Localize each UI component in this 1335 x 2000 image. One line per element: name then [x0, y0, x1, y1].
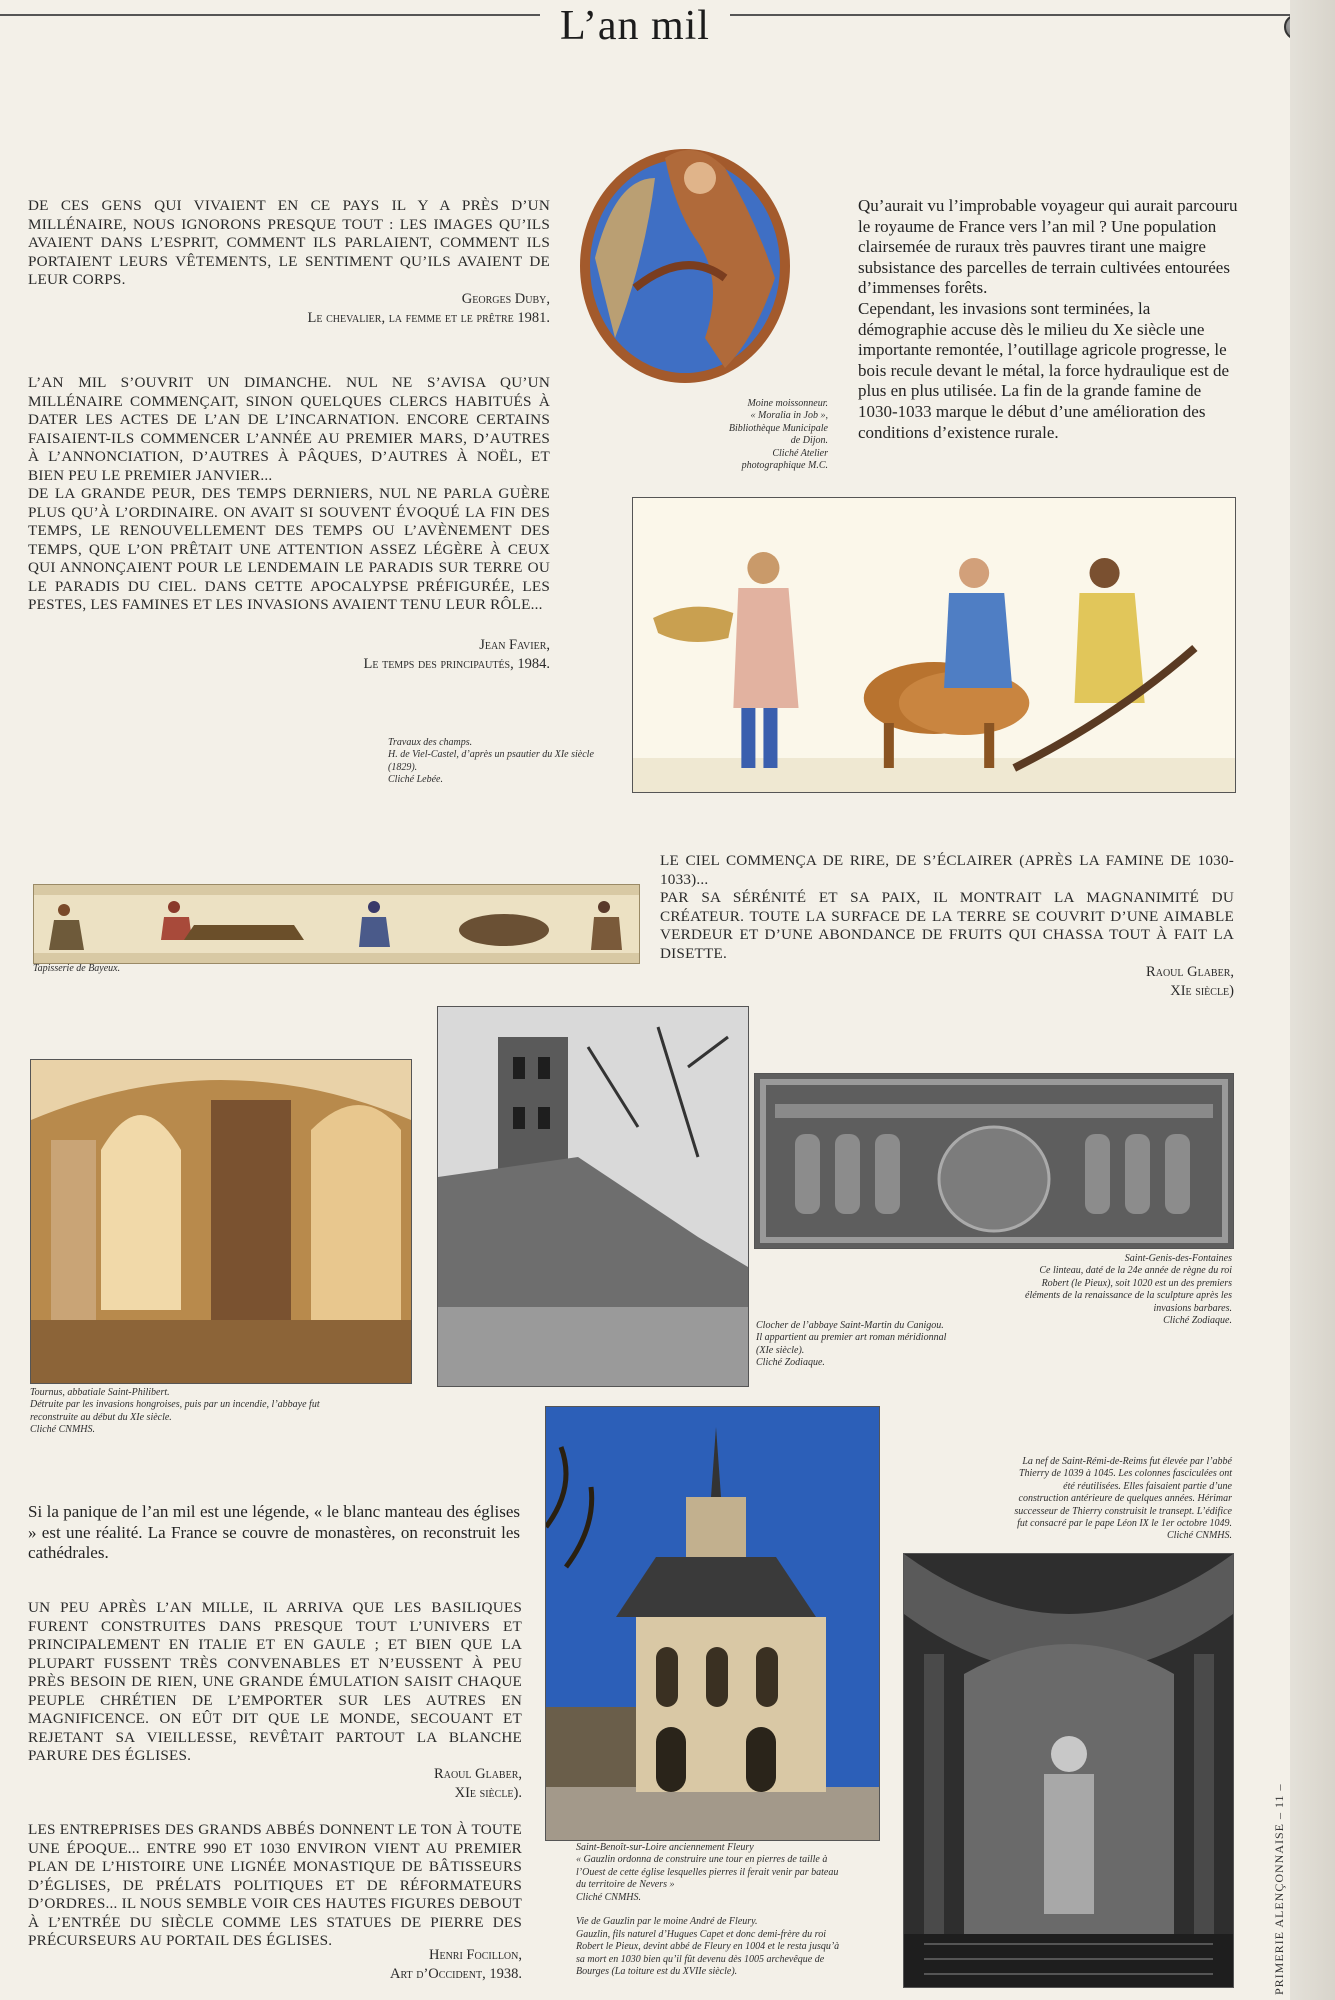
canigou-caption-line: Il appartient au premier art roman méridionnal [756, 1332, 947, 1344]
benoit-caption-line: Robert le Pieux, devint abbé de Fleury en 1004 et le resta jusqu’à [576, 1941, 840, 1953]
saint-genis-caption [900, 1253, 1232, 1327]
remi-caption-line: successeur de Thierry construisit le transept. L’édifice [1014, 1505, 1232, 1517]
glaber-quote-1: LE CIEL COMMENÇA DE RIRE, DE S’ÉCLAIRER (APRÈS LA FAMINE DE 1030-1033)... PAR SA SÉRÉNITÉ ET SA PAIX, IL MONTRAIT LA MAGNANIMITÉ DU CRÉATEUR. TOUTE LA SURFACE DE LA TERRE SE COUVRIT D’UNE AIMABLE VERDEUR ET D’UNE ABONDANCE DE FRUITS QUI CHASSA TOUT À FAIT LA DISETTE. [660, 852, 1234, 962]
tournus-caption-line: Cliché CNMHS. [30, 1424, 95, 1436]
glaber2-author: Raoul Glaber, [434, 1766, 522, 1782]
duby-quote: DE CES GENS QUI VIVAIENT EN CE PAYS IL Y A PRÈS D’UN MILLÉNAIRE, NOUS IGNORONS PRESQUE TOUT : LES IMAGES QU’ILS AVAIENT DANS L’ESPRIT, COMMENT ILS PARLAIENT, COMMENT ILS PORTAIENT LEURS VÊTEMENTS, LE SENTIMENT QU’ILS AVAIENT DE LEUR CORPS. [28, 197, 550, 288]
genis-caption-line: éléments de la renaissance de la sculpture après les [1025, 1290, 1232, 1302]
remi-caption-line: construction antérieure de quelques années. Hérimar [1018, 1493, 1232, 1505]
moine-caption-line: « Moralia in Job », [750, 410, 828, 422]
tournus-caption-line: reconstruite au début du XIe siècle. [30, 1411, 172, 1423]
canigou-illustration [438, 1007, 748, 1386]
benoit-caption-line: du territoire de Nevers » [576, 1879, 675, 1891]
moine-caption-line: Bibliothèque Municipale [728, 422, 828, 434]
voyageur-paragraph-2: Cependant, les invasions sont terminées, la démographie accuse dès le milieu du Xe siècle une importante remontée, l’outillage agricole progresse, le bois recule devant le métal, la force hydraulique est de plus en plus utilisée. La fin de la grande famine de 1030-1033 marque le début d’une amélioration des conditions d’existence rurale. [858, 298, 1230, 442]
bayeux-illustration [34, 885, 639, 963]
peasant-blue-figure [944, 558, 1012, 688]
focillon-attribution [28, 1946, 522, 1984]
canigou-caption-line: Clocher de l’abbaye Saint-Martin du Canigou. [756, 1320, 944, 1331]
moine-caption-line: Moine moissonneur. [747, 398, 828, 409]
favier-attribution [28, 636, 550, 674]
tournus-caption-line: Détruite par les invasions hongroises, puis par un incendie, l’abbaye fut [30, 1399, 320, 1411]
saint-remi-caption [952, 1456, 1232, 1543]
genis-caption-line: Ce linteau, daté de la 24e année de règne du roi [1039, 1265, 1232, 1277]
moine-caption-line: Cliché Atelier [772, 447, 828, 459]
focillon-quote: LES ENTREPRISES DES GRANDS ABBÉS DONNENT LE TON À TOUTE UNE ÉPOQUE... ENTRE 990 ET 1030 ENVIRON VIENT AU PREMIER PLAN DE L’HISTOIRE UNE LIGNÉE MONASTIQUE DE BÂTISSEURS D’ÉGLISES, DE PRÉLATS POLITIQUES ET DE RÉFORMATEURS D’ORDRES... IL NOUS SEMBLE VOIR CES HAUTES FIGURES DEBOUT À L’ENTRÉE DU SIÈCLE COMME LES STATUES DE PIERRE DES PRÉCURSEURS AU PORTAIL DES ÉGLISES. [28, 1821, 522, 1949]
favier-quote [28, 374, 550, 615]
benoit-caption-line: Bourges (La toiture est du XVIIe siècle). [576, 1966, 738, 1978]
bayeux-tapestry-image [33, 884, 640, 964]
glaber-quote-2: UN PEU APRÈS L’AN MILLE, IL ARRIVA QUE LES BASILIQUES FURENT CONSTRUITES DANS PRESQUE TOUT L’UNIVERS ET PRINCIPALEMENT EN ITALIE ET EN GAULE ; ET BIEN QUE LA PLUPART FUSSENT TRÈS CONVENABLES ET N’EUSSENT À PEU PRÈS BESOIN DE RIEN, UNE GRANDE ÉMULATION SAISIT CHAQUE PEUPLE CHRÉTIEN DE L’EMPORTER SUR LES AUTRES EN MAGNIFICENCE. ON EÛT DIT QUE LE MONDE, SECOUANT ET REJETANT SA VIEILLESSE, REVÊTAIT PARTOUT LA BLANCHE PARURE DES ÉGLISES. [28, 1599, 522, 1764]
voyageur-paragraph-1: Qu’aurait vu l’improbable voyageur qui aurait parcouru le royaume de France vers l’an mil ? Une population clairsemée de ruraux très pauvres tirant une maigre subsistance des parcelles de terrain cultivées entourées d’immenses forêts. [858, 196, 1238, 298]
moine-illustration [575, 138, 795, 398]
linteau-illustration [755, 1074, 1233, 1248]
travaux-des-champs-image [632, 497, 1236, 793]
tournus-abbatiale-image [30, 1059, 412, 1384]
genis-caption-line: invasions barbares. [1153, 1302, 1232, 1314]
saint-benoit-illustration [546, 1407, 879, 1840]
benoit-caption-line: « Gauzlin ordonna de construire une tour en pierres de taille à [576, 1854, 828, 1866]
glaber-attribution-2 [28, 1765, 522, 1803]
genis-caption-line: Robert (le Pieux), soit 1020 est un des premiers [1041, 1277, 1232, 1289]
saint-benoit-caption [576, 1842, 886, 1978]
remi-caption-line: été réutilisées. Elles faisaient partie d’une [1063, 1480, 1232, 1492]
panique-text: Si la panique de l’an mil est une légende, « le blanc manteau des églises » est une réalité. La France se couvre de monastères, on reconstruit les cathédrales. [28, 1502, 520, 1563]
benoit-caption-line: Saint-Benoît-sur-Loire anciennement Fleury [576, 1842, 754, 1853]
canigou-caption [756, 1320, 1006, 1370]
poster-edge [1290, 0, 1335, 2000]
benoit-caption-line: l’Ouest de cette église lesquelles pierres il ferait venir par bateau [576, 1866, 839, 1878]
duby-work: Le chevalier, la femme et le prêtre 1981. [307, 310, 550, 326]
saint-benoit-image [545, 1406, 880, 1841]
saint-remi-illustration [904, 1554, 1233, 1987]
travaux-illustration [633, 498, 1235, 792]
sower-figure [653, 552, 798, 768]
page-title: L’an mil [560, 3, 710, 49]
focillon-author: Henri Focillon, [429, 1947, 522, 1963]
travaux-caption-line: (1829). [388, 761, 418, 773]
moine-caption [660, 398, 828, 472]
benoit-caption-line: sa mort en 1030 bien qu’il fût devenu dès 1005 archevêque de [576, 1953, 825, 1965]
moine-moissonneur-image [575, 138, 795, 398]
duby-attribution [28, 290, 550, 328]
travaux-caption-line: Travaux des champs. [388, 737, 473, 748]
duby-author: Georges Duby, [461, 291, 550, 307]
saint-remi-nef-image [903, 1553, 1234, 1988]
saint-genis-linteau-image [754, 1073, 1234, 1249]
tournus-caption [30, 1387, 410, 1437]
tournus-illustration [31, 1060, 411, 1383]
favier-author: Jean Favier, [479, 637, 550, 653]
travaux-caption [388, 737, 638, 787]
moine-caption-line: de Dijon. [790, 435, 828, 447]
tournus-caption-line: Tournus, abbatiale Saint-Philibert. [30, 1387, 170, 1398]
glaber1-work: XIe siècle) [1170, 983, 1234, 999]
canigou-caption-line: (XIe siècle). [756, 1344, 805, 1356]
benoit-caption-line [576, 1904, 886, 1916]
travaux-caption-line: Cliché Lebée. [388, 774, 443, 786]
favier-paragraph-1: L’AN MIL S’OUVRIT UN DIMANCHE. NUL NE S’AVISA QU’UN MILLÉNAIRE COMMENÇAIT, SINON QUELQUES CLERCS HABITUÉS À DATER LES ACTES DE L’AN DE L’INCARNATION. ENCORE CERTAINS FAISAIENT-ILS COMMENCER L’ANNÉE AU PREMIER MARS, D’AUTRES À L’ANNONCIATION, D’AUTRES À PÂQUES, D’AUTRES À NOËL, ET BIEN PEU LE PREMIER JANVIER... [28, 374, 550, 484]
moine-caption-line: photographique M.C. [741, 460, 828, 472]
benoit-caption-line: Gauzlin, fils naturel d’Hugues Capet et donc demi-frère du roi [576, 1928, 826, 1940]
genis-caption-line: Cliché Zodiaque. [1163, 1315, 1232, 1327]
glaber1-author: Raoul Glaber, [1146, 964, 1234, 980]
bayeux-caption: Tapisserie de Bayeux. [33, 963, 121, 974]
plowman-figure [1014, 558, 1195, 768]
glaber-attribution-1 [660, 963, 1234, 1001]
genis-caption-line: Saint-Genis-des-Fontaines [1124, 1253, 1232, 1264]
favier-paragraph-2: DE LA GRANDE PEUR, DES TEMPS DERNIERS, NUL NE PARLA GUÈRE PLUS QU’À L’ORDINAIRE. ON AVAIT SI SOUVENT ÉVOQUÉ LA FIN DES TEMPS, LE RENOUVELLEMENT DES TEMPS OU L’AVÈNEMENT DES TEMPS, QUE L’ON PRÊTAIT UNE ATTENTION ASSEZ LÉGÈRE À CEUX QUI ANNONÇAIENT POUR LE LENDEMAIN LE PARADIS SUR TERRE OU LE PARADIS DU CIEL. DANS CETTE APOCALYPSE PRÉFIGURÉE, LES PESTES, LES FAMINES ET LES INVASIONS AVAIENT TENU LEUR RÔLE... [28, 485, 550, 613]
remi-caption-line: La nef de Saint-Rémi-de-Reims fut élevée par l’abbé [1022, 1456, 1232, 1467]
benoit-caption-line: Vie de Gauzlin par le moine André de Fleury. [576, 1916, 758, 1928]
travaux-caption-line: H. de Viel-Castel, d’après un psautier du XIe siècle [388, 749, 594, 761]
remi-caption-line: Cliché CNMHS. [1167, 1530, 1232, 1542]
benoit-caption-line: Cliché CNMHS. [576, 1891, 641, 1903]
canigou-clocher-image [437, 1006, 749, 1387]
remi-caption-line: fut consacré par le pape Léon IX le 1er octobre 1049. [1017, 1518, 1232, 1530]
favier-work: Le temps des principautés, 1984. [363, 656, 550, 672]
focillon-work: Art d’Occident, 1938. [389, 1966, 522, 1982]
remi-caption-line: Thierry de 1039 à 1045. Les colonnes fasciculées ont [1018, 1468, 1232, 1480]
canigou-caption-line: Cliché Zodiaque. [756, 1357, 825, 1369]
printer-side-label: PRIMERIE ALENÇONNAISE – 11 – [1272, 1783, 1286, 1995]
voyageur-text [858, 196, 1241, 443]
glaber2-work: XIe siècle). [454, 1785, 522, 1801]
